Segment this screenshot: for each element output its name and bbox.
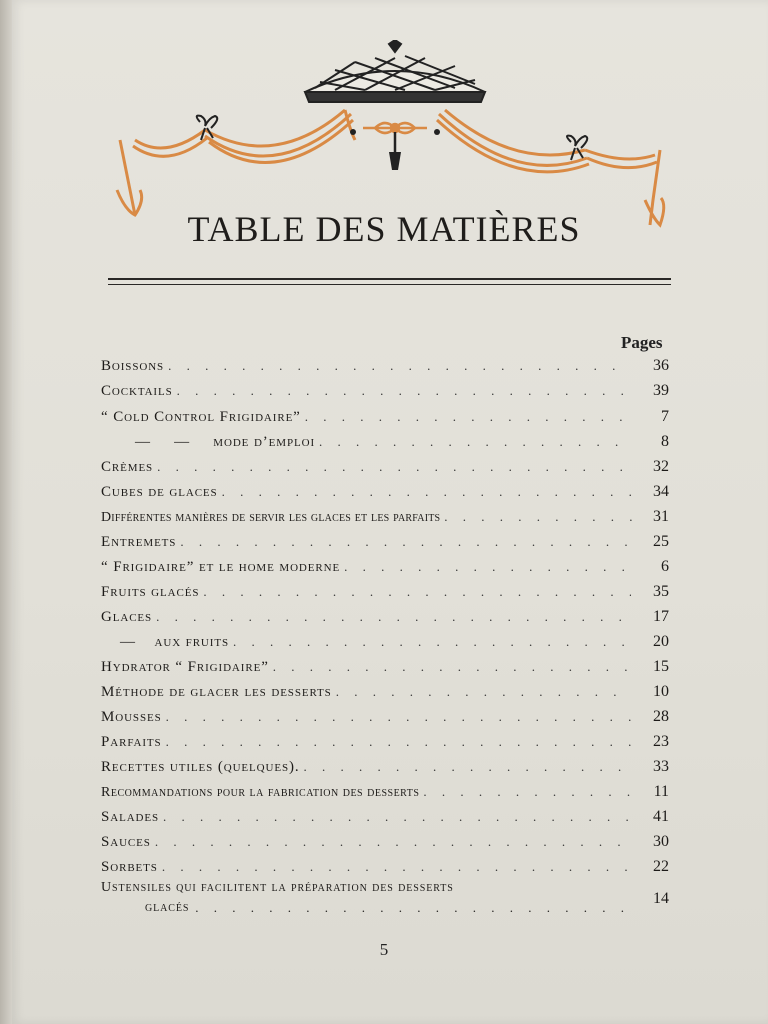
toc-entry-multiline: Ustensiles qui facilitent la préparation des desserts glacés . . . 14 (101, 880, 669, 922)
page-title: TABLE DES MATIÈRES (187, 209, 581, 249)
toc-entry: Méthode de glacer les desserts . . . 10 (101, 683, 669, 703)
toc-entry: Sorbets . . . 22 (101, 858, 669, 878)
toc-entry: Cocktails . . . 39 (101, 382, 669, 402)
toc-entry: Cubes de glaces . . . 34 (101, 483, 669, 503)
toc-entry: Entremets . . . 25 (101, 533, 669, 553)
toc-entry: Recommandations pour la fabrication des desserts . . . 11 (101, 783, 669, 803)
toc-entry: Mousses . . . 28 (101, 708, 669, 728)
pages-column-label: Pages (621, 333, 663, 352)
toc-entry: — — mode d’emploi . . . 8 (135, 433, 669, 453)
toc-entry: Hydrator “ Frigidaire” . . . 15 (101, 658, 669, 678)
toc-entry: Fruits glacés . . . 35 (101, 583, 669, 603)
toc-entry: Recettes utiles (quelques). . . . 33 (101, 758, 669, 778)
toc-entry: “ Frigidaire” et le home moderne . . . 6 (101, 558, 669, 578)
page-number: 5 (379, 940, 389, 959)
toc-entry: Différentes manières de servir les glaces et les parfaits . . . 31 (101, 508, 669, 528)
toc-entry: Sauces . . . 30 (101, 833, 669, 853)
toc-entry: Parfaits . . . 23 (101, 733, 669, 753)
toc-entry: Glaces . . . 17 (101, 608, 669, 628)
toc-entry: Boissons . . . 36 (101, 357, 669, 377)
toc-entry: Crèmes . . . 32 (101, 458, 669, 478)
toc-entry: “ Cold Control Frigidaire” . . . 7 (101, 408, 669, 428)
toc-entry: — aux fruits . . . 20 (120, 633, 669, 653)
toc-entry: Salades . . . 41 (101, 808, 669, 828)
